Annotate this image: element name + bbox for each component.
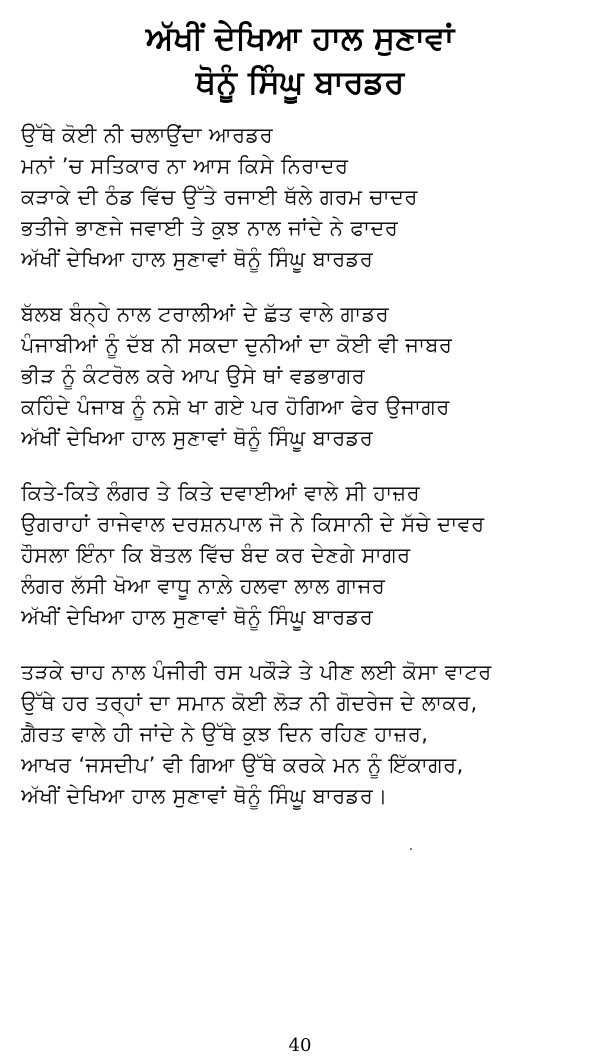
verse-line: ਕਹਿੰਦੇ ਪੰਜਾਬ ਨੂੰ ਨਸ਼ੇ ਖਾ ਗਏ ਪਰ ਹੋਗਿਆ ਫੇਰ ਉਜਾਗਰ (21, 395, 450, 419)
refrain-line: ਅੱਖੀਂ ਦੇਖਿਆ ਹਾਲ ਸੁਣਾਵਾਂ ਥੋਨੂੰ ਸਿੰਘੂ ਬਾਰਡਰ। (21, 784, 388, 808)
page-number: 40 (288, 1035, 312, 1056)
verse-line: ਗ਼ੈਰਤ ਵਾਲੇ ਹੀ ਜਾਂਦੇ ਨੇ ਉੱਥੇ ਕੁਝ ਦਿਨ ਰਹਿਣ ਹਾਜ਼ਰ, (21, 722, 429, 746)
verse-line: ਪੰਜਾਬੀਆਂ ਨੂੰ ਦੱਬ ਨੀ ਸਕਦਾ ਦੁਨੀਆਂ ਦਾ ਕੋਈ ਵੀ ਜਾਬਰ (21, 333, 453, 357)
verse-line: ਉੱਥੇ ਹਰ ਤਰ੍ਹਾਂ ਦਾ ਸਮਾਨ ਕੋਈ ਲੋੜ ਨੀ ਗੋਦਰੇਜ ਦੇ ਲਾਕਰ, (21, 691, 478, 715)
verse-line: ਲੰਗਰ ਲੱਸੀ ਖੋਆ ਵਾਧੂ ਨਾਲ਼ੇ ਹਲਵਾ ਲਾਲ ਗਾਜਰ (21, 574, 386, 598)
verse-line: ਹੌਸਲਾ ਇੰਨਾ ਕਿ ਬੋਤਲ ਵਿੱਚ ਬੰਦ ਕਰ ਦੇਣਗੇ ਸਾਗਰ (21, 543, 411, 567)
refrain-line: ਅੱਖੀਂ ਦੇਖਿਆ ਹਾਲ ਸੁਣਾਵਾਂ ਥੋਨੂੰ ਸਿੰਘੂ ਬਾਰਡਰ (21, 426, 374, 450)
verse-line: ਉੱਥੇ ਕੋਈ ਨੀ ਚਲਾਉਂਦਾ ਆਰਡਰ (21, 123, 273, 147)
verse-line: ਮਨਾਂ ’ਚ ਸਤਿਕਾਰ ਨਾ ਆਸ ਕਿਸੇ ਨਿਰਾਦਰ (21, 154, 349, 178)
poem-title-line-2: ਥੋਨੂੰ ਸਿੰਘੂ ਬਾਰਡਰ (195, 63, 405, 101)
verse-line: ਕਿਤੇ-ਕਿਤੇ ਲੰਗਰ ਤੇ ਕਿਤੇ ਦਵਾਈਆਂ ਵਾਲੇ ਸੀ ਹਾਜ਼ਰ (21, 481, 421, 505)
poem-body (21, 120, 581, 836)
stanza-4 (21, 657, 581, 812)
poem-title-line-1: ਅੱਖੀਂ ਦੇਖਿਆ ਹਾਲ ਸੁਣਾਵਾਂ (145, 19, 455, 57)
stanza-2 (21, 299, 581, 454)
verse-line: ਬੱਲਬ ਬੰਨ੍ਹੇ ਨਾਲ ਟਰਾਲੀਆਂ ਦੇ ਛੱਤ ਵਾਲੇ ਗਾਡਰ (21, 302, 390, 326)
verse-line: ਤੜਕੇ ਚਾਹ ਨਾਲ ਪੰਜੀਰੀ ਰਸ ਪਕੌੜੇ ਤੇ ਪੀਣ ਲਈ ਕੋਸਾ ਵਾਟਰ (21, 660, 492, 684)
refrain-line: ਅੱਖੀਂ ਦੇਖਿਆ ਹਾਲ ਸੁਣਾਵਾਂ ਥੋਨੂੰ ਸਿੰਘੂ ਬਾਰਡਰ (21, 247, 374, 271)
verse-line: ਭਤੀਜੇ ਭਾਣਜੇ ਜਵਾਈ ਤੇ ਕੁਝ ਨਾਲ ਜਾਂਦੇ ਨੇ ਫਾਦਰ (21, 216, 399, 240)
verse-line: ਭੀੜ ਨੂੰ ਕੰਟਰੋਲ ਕਰੇ ਆਪ ਉਸੇ ਥਾਂ ਵਡਭਾਗਰ (21, 364, 366, 388)
print-speck (410, 848, 412, 850)
verse-line: ਉਗਰਾਹਾਂ ਰਾਜੇਵਾਲ ਦਰਸ਼ਨਪਾਲ ਜੋ ਨੇ ਕਿਸਾਨੀ ਦੇ ਸੱਚੇ ਦਾਵਰ (21, 512, 485, 536)
verse-line: ਕੜਾਕੇ ਦੀ ਠੰਡ ਵਿੱਚ ਉੱਤੇ ਰਜਾਈ ਥੱਲੇ ਗਰਮ ਚਾਦਰ (21, 185, 418, 209)
stanza-1 (21, 120, 581, 275)
verse-line: ਆਖਰ ‘ਜਸਦੀਪ’ ਵੀ ਗਿਆ ਉੱਥੇ ਕਰਕੇ ਮਨ ਨੂੰ ਇੱਕਾਗਰ, (21, 753, 464, 777)
refrain-line: ਅੱਖੀਂ ਦੇਖਿਆ ਹਾਲ ਸੁਣਾਵਾਂ ਥੋਨੂੰ ਸਿੰਘੂ ਬਾਰਡਰ (21, 605, 374, 629)
stanza-3 (21, 478, 581, 633)
